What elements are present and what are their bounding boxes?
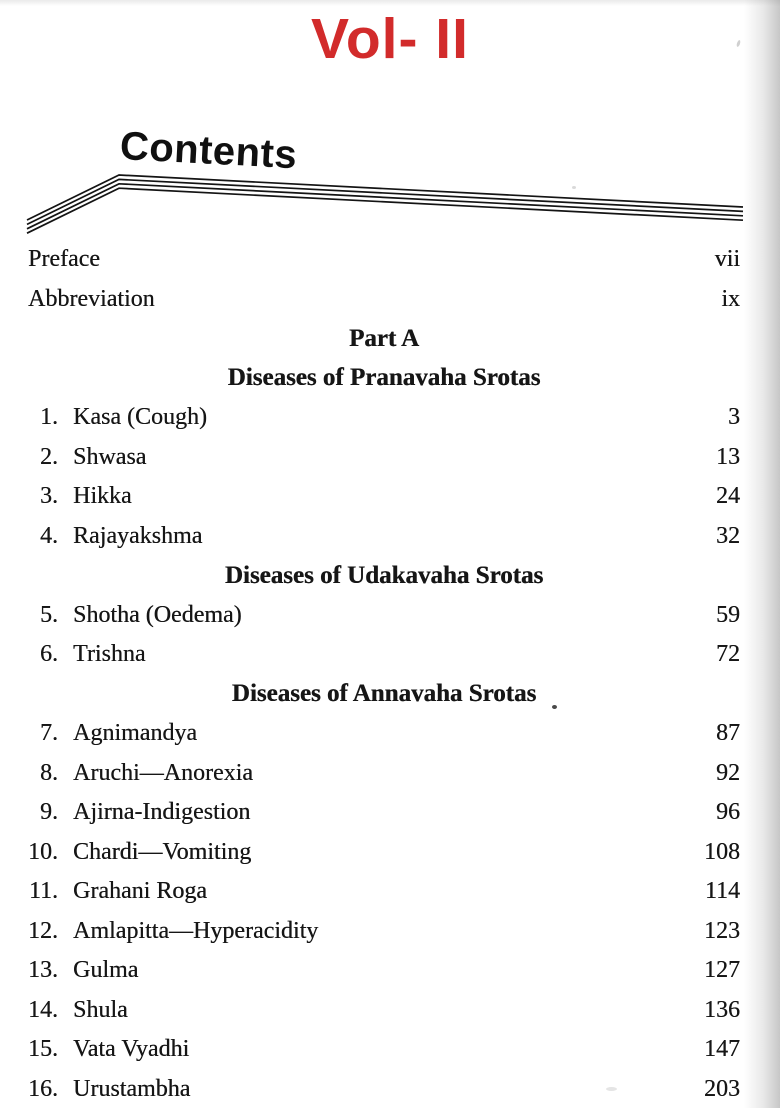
entry-number: 7.: [28, 720, 58, 747]
entry-title: Kasa (Cough): [73, 404, 696, 431]
entry-number: 4.: [28, 523, 58, 550]
entry-page: 203: [696, 1076, 740, 1103]
entry-title: Amlapitta—Hyperacidity: [73, 918, 696, 945]
toc-entry: [28, 793, 740, 833]
entry-page: 123: [696, 918, 740, 945]
entry-number: 5.: [28, 602, 58, 629]
entry-title: Trishna: [73, 641, 696, 668]
entry-number: 15.: [28, 1036, 58, 1063]
scan-speck: [606, 1087, 617, 1091]
volume-title: Vol- II: [0, 6, 780, 72]
entry-page: 92: [696, 760, 740, 787]
toc-entry: [28, 714, 740, 754]
entry-page: 59: [696, 602, 740, 629]
entry-number: 8.: [28, 760, 58, 787]
entry-number: 12.: [28, 918, 58, 945]
scan-edge-shadow-right: [744, 0, 780, 1108]
entry-title: Ajirna-Indigestion: [73, 799, 696, 826]
front-matter-title: Preface: [28, 246, 696, 273]
entry-number: 6.: [28, 641, 58, 668]
toc-entry: [28, 398, 740, 438]
entry-title: Urustambha: [73, 1076, 696, 1103]
entry-number: 3.: [28, 483, 58, 510]
contents-heading: Contents: [119, 124, 298, 178]
entry-page: 108: [696, 839, 740, 866]
front-matter-row: [28, 240, 740, 280]
toc-list: [28, 240, 740, 1109]
entry-number: 11.: [28, 878, 58, 905]
decorative-rule: [20, 170, 746, 240]
toc-entry: [28, 912, 740, 952]
entry-number: 16.: [28, 1076, 58, 1103]
toc-entry: [28, 596, 740, 636]
entry-number: 9.: [28, 799, 58, 826]
toc-entry: [28, 517, 740, 557]
entry-title: Shwasa: [73, 444, 696, 471]
entry-title: Chardi—Vomiting: [73, 839, 696, 866]
entry-title: Hikka: [73, 483, 696, 510]
toc-entry: [28, 1070, 740, 1109]
section-heading: Diseases of Udakavaha Srotas: [28, 556, 740, 596]
entry-page: 32: [696, 523, 740, 550]
toc-entry: [28, 951, 740, 991]
toc-entry: [28, 991, 740, 1031]
entry-number: 14.: [28, 997, 58, 1024]
entry-number: 13.: [28, 957, 58, 984]
front-matter-page: ix: [696, 286, 740, 313]
entry-page: 147: [696, 1036, 740, 1063]
entry-title: Gulma: [73, 957, 696, 984]
entry-title: Aruchi—Anorexia: [73, 760, 696, 787]
toc-entry: [28, 754, 740, 794]
entry-number: 10.: [28, 839, 58, 866]
section-heading: Diseases of Annavaha Srotas: [28, 675, 740, 715]
toc-entry: [28, 438, 740, 478]
scan-speck: [552, 705, 557, 709]
entry-page: 13: [696, 444, 740, 471]
scan-speck: [572, 186, 576, 189]
entry-title: Vata Vyadhi: [73, 1036, 696, 1063]
entry-number: 2.: [28, 444, 58, 471]
toc-entry: [28, 833, 740, 873]
entry-page: 3: [696, 404, 740, 431]
front-matter-page: vii: [696, 246, 740, 273]
front-matter-row: [28, 280, 740, 320]
entry-title: Agnimandya: [73, 720, 696, 747]
entry-page: 72: [696, 641, 740, 668]
toc-entry: [28, 872, 740, 912]
entry-page: 114: [696, 878, 740, 905]
entry-page: 136: [696, 997, 740, 1024]
entry-number: 1.: [28, 404, 58, 431]
entry-page: 127: [696, 957, 740, 984]
toc-entry: [28, 635, 740, 675]
front-matter-title: Abbreviation: [28, 286, 696, 313]
toc-entry: [28, 477, 740, 517]
entry-title: Shula: [73, 997, 696, 1024]
entry-page: 87: [696, 720, 740, 747]
entry-title: Shotha (Oedema): [73, 602, 696, 629]
entry-title: Rajayakshma: [73, 523, 696, 550]
section-heading: Diseases of Pranavaha Srotas: [28, 359, 740, 399]
part-heading: Part A: [28, 319, 740, 359]
entry-page: 24: [696, 483, 740, 510]
entry-title: Grahani Roga: [73, 878, 696, 905]
toc-entry: [28, 1030, 740, 1070]
entry-page: 96: [696, 799, 740, 826]
